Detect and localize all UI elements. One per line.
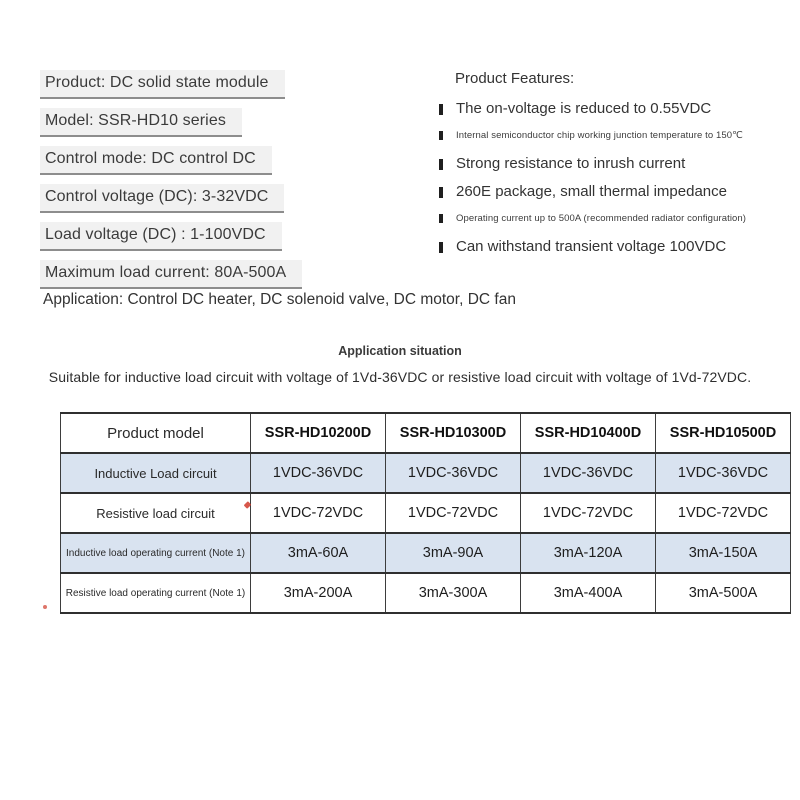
- application-situation-title: Application situation: [338, 344, 462, 358]
- column-header-model-2: SSR-HD10300D: [386, 413, 521, 453]
- table-cell: 1VDC-72VDC: [656, 493, 791, 533]
- feature-item: [438, 183, 798, 200]
- feature-item: [438, 100, 798, 117]
- table-cell: 3mA-500A: [656, 573, 791, 613]
- table-cell: 1VDC-72VDC: [251, 493, 386, 533]
- spec-model: Model: SSR-HD10 series: [40, 108, 242, 137]
- spec-product: Product: DC solid state module: [40, 70, 285, 99]
- application-line: Application: Control DC heater, DC solenoid valve, DC motor, DC fan: [43, 291, 516, 308]
- table-header-row: [61, 413, 791, 453]
- row-label: Resistive load circuit: [61, 493, 251, 533]
- table-row-inductive-current: [61, 533, 791, 573]
- table-cell: 3mA-150A: [656, 533, 791, 573]
- bullet-square-icon: [439, 214, 443, 223]
- application-situation-description: Suitable for inductive load circuit with voltage of 1Vd-36VDC or resistive load circuit with voltage of 1Vd-72VDC.: [48, 369, 752, 385]
- row-label: Resistive load operating current (Note 1): [61, 573, 251, 613]
- table-cell: 1VDC-72VDC: [521, 493, 656, 533]
- feature-text: Operating current up to 500A (recommended radiator configuration): [456, 213, 747, 224]
- feature-text: 260E package, small thermal impedance: [456, 183, 727, 200]
- column-header-model-4: SSR-HD10500D: [656, 413, 791, 453]
- feature-text: The on-voltage is reduced to 0.55VDC: [456, 100, 712, 117]
- table-cell: 1VDC-72VDC: [386, 493, 521, 533]
- table-cell: 1VDC-36VDC: [251, 453, 386, 493]
- table-row-resistive-current: [61, 573, 791, 613]
- column-header-product-model: Product model: [61, 413, 251, 453]
- spec-control-mode: Control mode: DC control DC: [40, 146, 272, 175]
- table-row-inductive-voltage: [61, 453, 791, 493]
- red-scan-artifact: [43, 605, 47, 609]
- table-cell: 1VDC-36VDC: [656, 453, 791, 493]
- table-row-resistive-voltage: [61, 493, 791, 533]
- table-cell: 3mA-200A: [251, 573, 386, 613]
- column-header-model-1: SSR-HD10200D: [251, 413, 386, 453]
- bullet-square-icon: [439, 187, 443, 198]
- table-cell: 3mA-120A: [521, 533, 656, 573]
- feature-text: Strong resistance to inrush current: [456, 155, 686, 172]
- table-cell: 3mA-90A: [386, 533, 521, 573]
- row-label: Inductive load operating current (Note 1): [61, 533, 251, 573]
- table-cell: 1VDC-36VDC: [386, 453, 521, 493]
- feature-item: [438, 128, 798, 141]
- feature-item: [438, 211, 798, 224]
- spec-max-load-current: Maximum load current: 80A-500A: [40, 260, 302, 289]
- bullet-square-icon: [439, 159, 443, 170]
- spec-control-voltage: Control voltage (DC): 3-32VDC: [40, 184, 284, 213]
- feature-text: Can withstand transient voltage 100VDC: [456, 238, 727, 255]
- table-cell: 1VDC-36VDC: [521, 453, 656, 493]
- feature-item: [438, 155, 798, 172]
- table-cell: 3mA-400A: [521, 573, 656, 613]
- bullet-square-icon: [439, 131, 443, 140]
- column-header-model-3: SSR-HD10400D: [521, 413, 656, 453]
- features-list: [438, 70, 798, 266]
- spec-list: [40, 70, 302, 298]
- row-label: Inductive Load circuit: [61, 453, 251, 493]
- table-cell: 3mA-300A: [386, 573, 521, 613]
- table-cell: 3mA-60A: [251, 533, 386, 573]
- feature-text: Internal semiconductor chip working junction temperature to 150℃: [456, 130, 743, 141]
- model-comparison-table: [60, 412, 791, 614]
- bullet-square-icon: [439, 104, 443, 115]
- features-title: Product Features:: [455, 70, 575, 87]
- feature-item: [438, 238, 798, 255]
- spec-load-voltage: Load voltage (DC) : 1-100VDC: [40, 222, 282, 251]
- bullet-square-icon: [439, 242, 443, 253]
